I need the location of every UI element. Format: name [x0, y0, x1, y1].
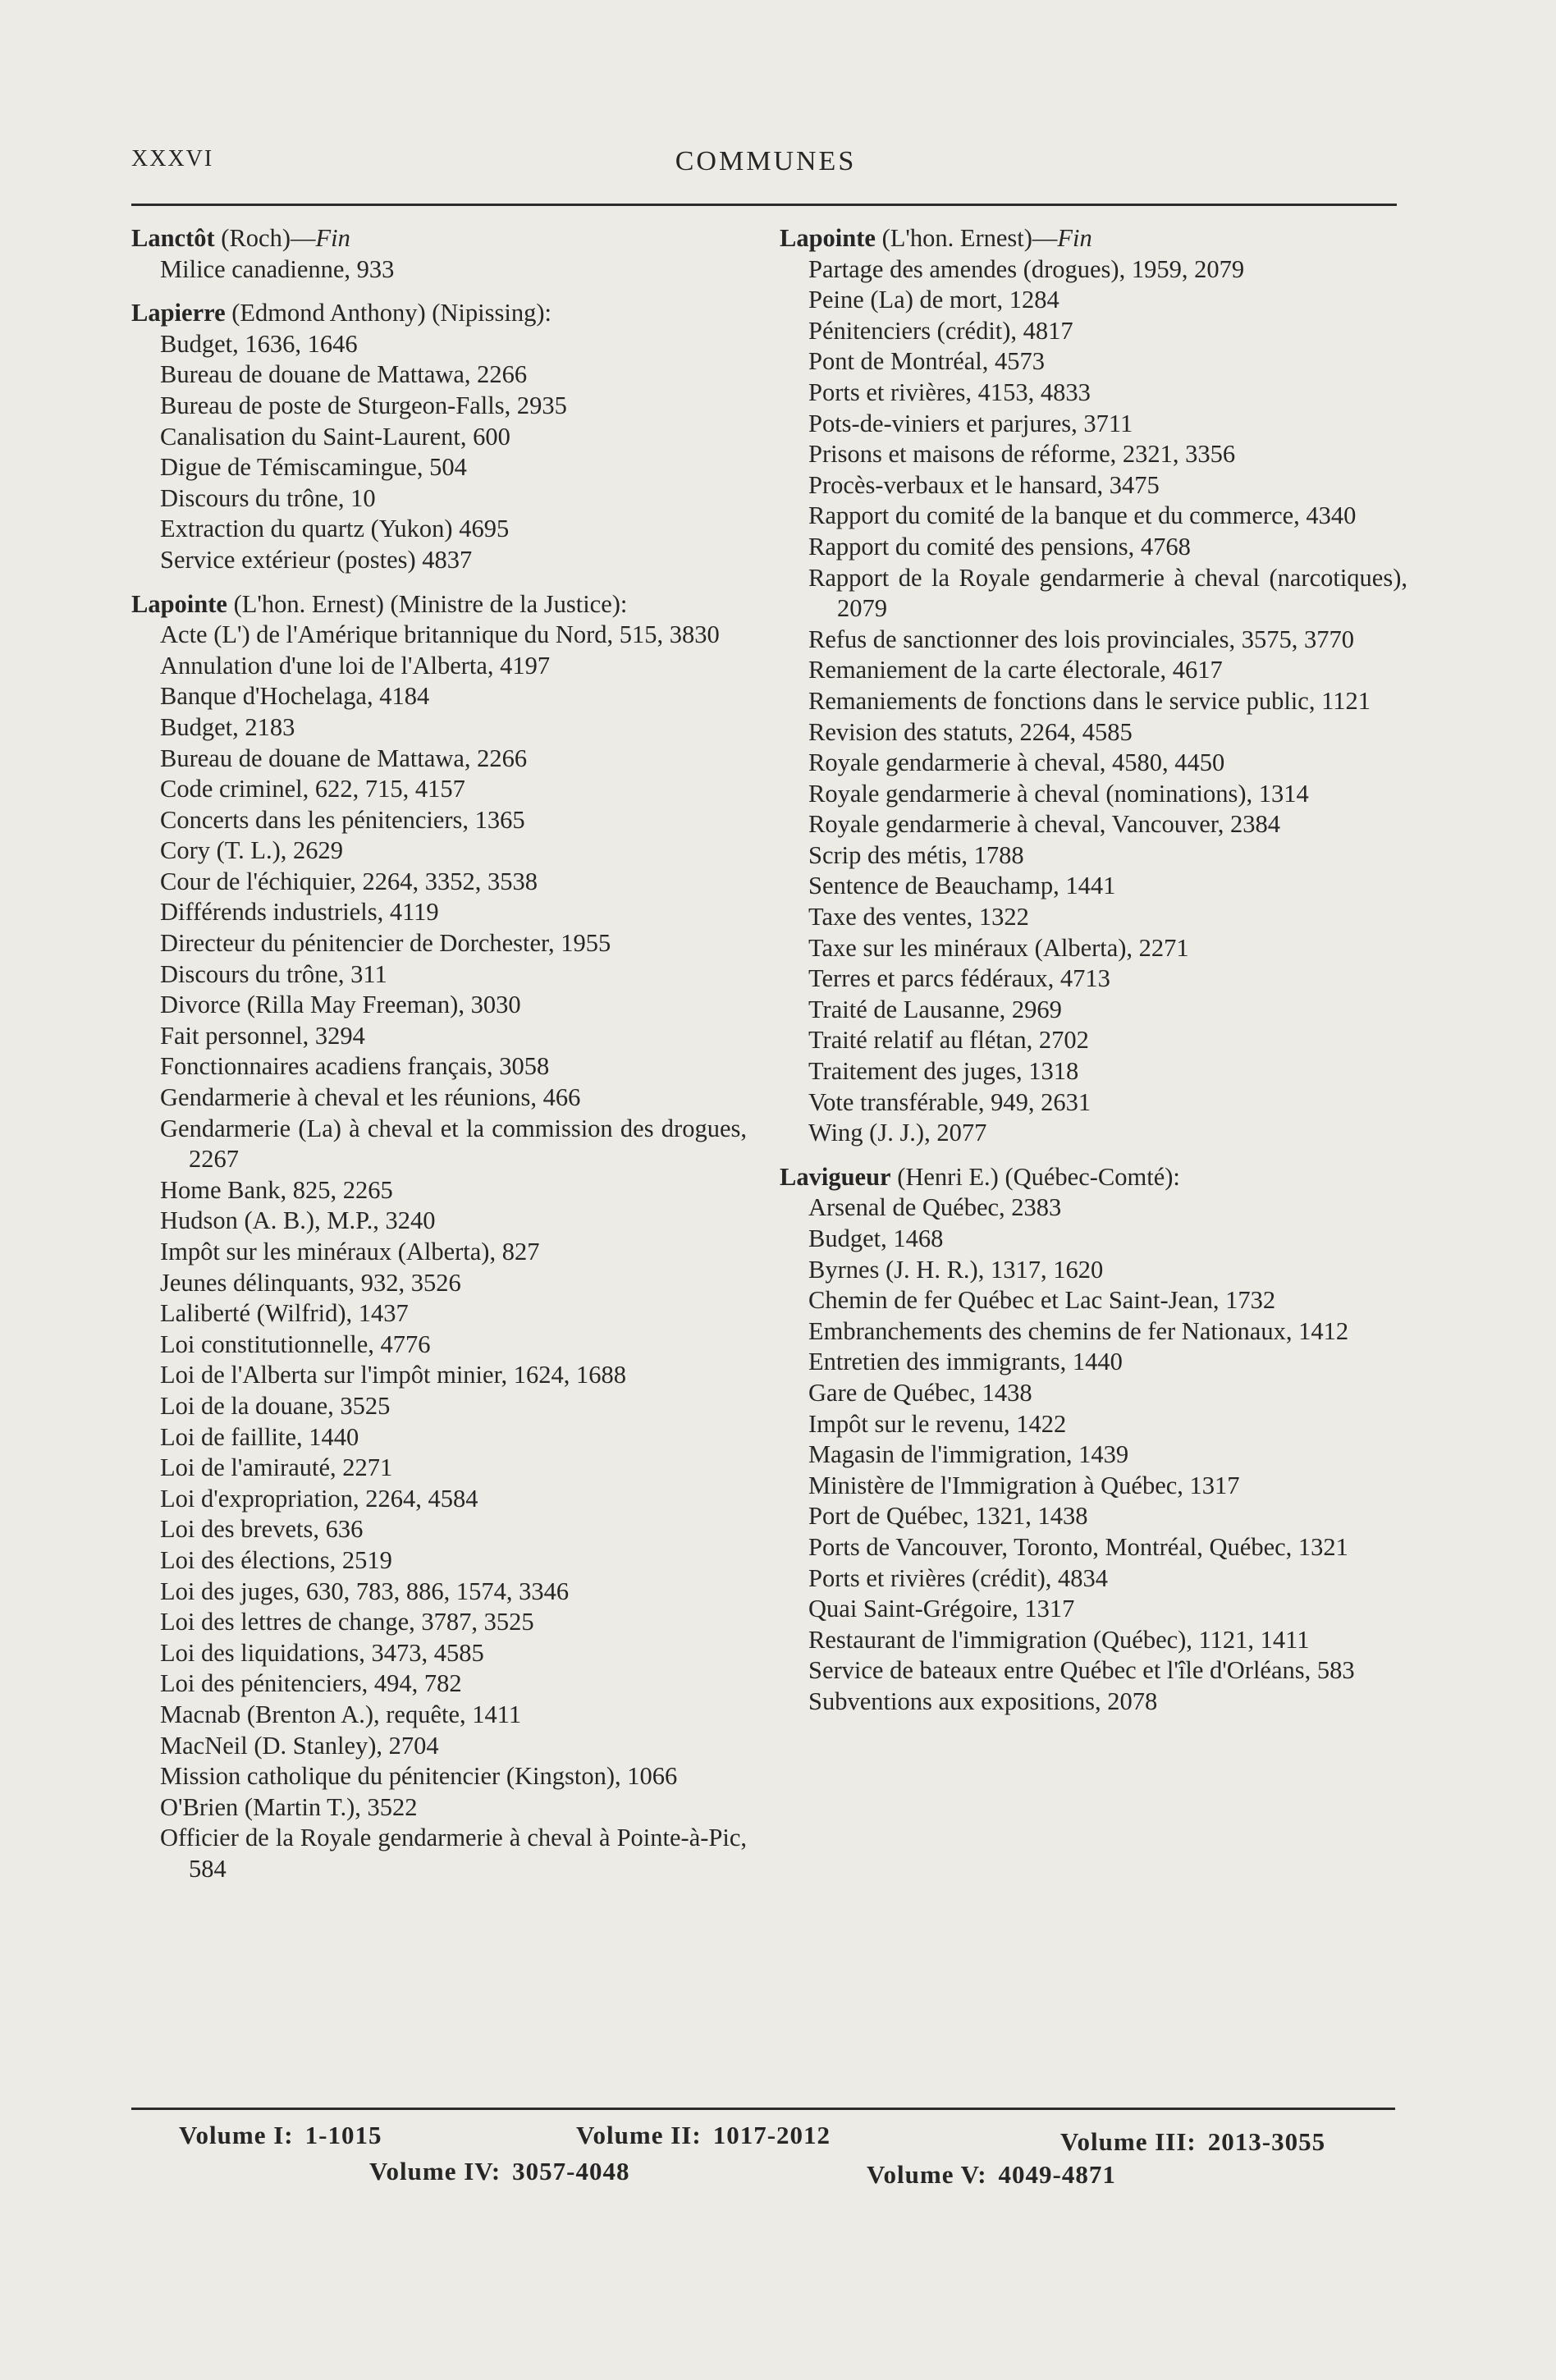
footer-rule: [131, 2108, 1395, 2110]
subentry: MacNeil (D. Stanley), 2704: [160, 1731, 439, 1760]
subentry: Gendarmerie à cheval et les réunions, 466: [160, 1083, 581, 1112]
subentry: Annulation d'une loi de l'Alberta, 4197: [160, 651, 551, 680]
entry-name: Lapierre: [131, 299, 226, 327]
subentry: Ports de Vancouver, Toronto, Montréal, Québec, 1321: [808, 1532, 1348, 1561]
subentry: Code criminel, 622, 715, 4157: [160, 775, 465, 803]
subentry: Pont de Montréal, 4573: [808, 347, 1046, 376]
subentry: Sentence de Beauchamp, 1441: [808, 872, 1116, 900]
subentry: Fait personnel, 3294: [160, 1021, 365, 1050]
page-number: XXXVI: [131, 146, 214, 172]
subentry: Fonctionnaires acadiens français, 3058: [160, 1052, 550, 1081]
subentry: Canalisation du Saint-Laurent, 600: [160, 422, 510, 451]
subentry: Scrip des métis, 1788: [808, 840, 1024, 869]
subentry: Ports et rivières, 4153, 4833: [808, 378, 1091, 406]
index-entry: [780, 1162, 1407, 1718]
subentry: Loi des brevets, 636: [160, 1515, 364, 1544]
subentry: Wing (J. J.), 2077: [808, 1119, 987, 1147]
subentry: Discours du trône, 10: [160, 483, 376, 512]
subentry: Procès-verbaux et le hansard, 3475: [808, 470, 1160, 499]
volume-range: 4049-4871: [998, 2160, 1116, 2189]
subentry: Discours du trône, 311: [160, 959, 387, 988]
volume-range: 1017-2012: [712, 2121, 831, 2149]
subentry: Différends industriels, 4119: [160, 898, 439, 927]
subentry: Gare de Québec, 1438: [808, 1378, 1032, 1407]
page-title: COMMUNES: [675, 146, 857, 176]
subentry: Concerts dans les pénitenciers, 1365: [160, 805, 525, 834]
volume-3-label: [1060, 2127, 1325, 2157]
subentry: Rapport de la Royale gendarmerie à cheval (narcotiques), 2079: [808, 563, 1407, 623]
subentry: Royale gendarmerie à cheval (nominations), 1314: [808, 779, 1309, 808]
subentry: Home Bank, 825, 2265: [160, 1175, 393, 1204]
volume-2-label: [576, 2121, 831, 2150]
subentry: Loi d'expropriation, 2264, 4584: [160, 1484, 478, 1513]
subentry: O'Brien (Martin T.), 3522: [160, 1792, 418, 1821]
subentry: Jeunes délinquants, 932, 3526: [160, 1268, 461, 1297]
subentry: Refus de sanctionner des lois provinciales, 3575, 3770: [808, 625, 1354, 653]
entry-qualifier: (Edmond Anthony) (Nipissing):: [231, 299, 551, 327]
subentry: Acte (L') de l'Amérique britannique du Nord, 515, 3830: [160, 620, 720, 649]
subentry: Cour de l'échiquier, 2264, 3352, 3538: [160, 867, 538, 895]
index-entry: [780, 223, 1407, 1149]
subentry: Bureau de poste de Sturgeon-Falls, 2935: [160, 391, 567, 419]
entry-qualifier: (L'hon. Ernest) (Ministre de la Justice):: [233, 589, 628, 618]
subentry: Loi de l'Alberta sur l'impôt minier, 1624, 1688: [160, 1361, 627, 1389]
subentry: Loi de la douane, 3525: [160, 1391, 391, 1420]
subentry: Divorce (Rilla May Freeman), 3030: [160, 991, 521, 1019]
index-entry: [131, 589, 747, 1885]
subentry: Loi des pénitenciers, 494, 782: [160, 1669, 462, 1698]
subentry: Ports et rivières (crédit), 4834: [808, 1563, 1109, 1592]
entry-heading: [131, 298, 747, 329]
subentry: Gendarmerie (La) à cheval et la commission des drogues, 2267: [160, 1114, 747, 1174]
subentry: Embranchements des chemins de fer Nationaux, 1412: [808, 1316, 1349, 1345]
subentry: Royale gendarmerie à cheval, 4580, 4450: [808, 748, 1225, 777]
subentry: Byrnes (J. H. R.), 1317, 1620: [808, 1255, 1104, 1284]
subentry: Loi des lettres de change, 3787, 3525: [160, 1608, 534, 1636]
subentry: Royale gendarmerie à cheval, Vancouver, 2384: [808, 810, 1280, 839]
subentry: Impôt sur le revenu, 1422: [808, 1409, 1067, 1438]
subentry: Budget, 1468: [808, 1224, 944, 1252]
subentry: Hudson (A. B.), M.P., 3240: [160, 1206, 436, 1235]
entry-heading: [780, 223, 1407, 254]
running-head: [131, 146, 1400, 184]
subentry: Vote transférable, 949, 2631: [808, 1087, 1091, 1116]
subentry: Entretien des immigrants, 1440: [808, 1348, 1123, 1376]
subentry: Loi constitutionnelle, 4776: [160, 1330, 431, 1358]
subentry: Restaurant de l'immigration (Québec), 1121, 1411: [808, 1625, 1310, 1654]
subentry: Remaniements de fonctions dans le service public, 1121: [808, 686, 1371, 715]
volume-range: 2013-3055: [1207, 2127, 1326, 2156]
entry-name: Lanctôt: [131, 224, 215, 252]
header-rule: [131, 204, 1397, 206]
subentry: Ministère de l'Immigration à Québec, 1317: [808, 1471, 1240, 1499]
subentry: Service de bateaux entre Québec et l'île d'Orléans, 583: [808, 1656, 1355, 1685]
subentry: Remaniement de la carte électorale, 4617: [808, 656, 1223, 684]
entry-heading: [131, 589, 747, 620]
entry-qualifier: (Henri E.) (Québec-Comté):: [897, 1162, 1180, 1191]
subentry: Chemin de fer Québec et Lac Saint-Jean, 1732: [808, 1286, 1276, 1315]
entry-heading: [780, 1162, 1407, 1193]
subentry: Taxe des ventes, 1322: [808, 903, 1029, 931]
subentry: Terres et parcs fédéraux, 4713: [808, 964, 1110, 993]
volume-label: Volume V:: [867, 2160, 987, 2189]
volume-label: Volume IV:: [369, 2157, 501, 2185]
subentry: Rapport du comité de la banque et du commerce, 4340: [808, 501, 1357, 530]
volume-range: 3057-4048: [512, 2157, 630, 2185]
subentry: Budget, 2183: [160, 712, 295, 741]
subentry: Officier de la Royale gendarmerie à cheval à Pointe-à-Pic, 584: [160, 1824, 747, 1883]
volume-label: Volume II:: [576, 2121, 702, 2149]
subentry: Cory (T. L.), 2629: [160, 836, 344, 865]
entry-qualifier: (L'hon. Ernest)—: [881, 224, 1058, 252]
subentry: Traité relatif au flétan, 2702: [808, 1026, 1089, 1055]
subentry: Macnab (Brenton A.), requête, 1411: [160, 1700, 522, 1728]
subentry: Quai Saint-Grégoire, 1317: [808, 1595, 1075, 1623]
index-entry: [131, 223, 747, 285]
subentry: Loi de faillite, 1440: [160, 1422, 359, 1451]
left-column: [131, 223, 747, 1884]
entry-name: Lapointe: [780, 224, 876, 252]
subentry: Laliberté (Wilfrid), 1437: [160, 1299, 409, 1328]
subentry: Taxe sur les minéraux (Alberta), 2271: [808, 933, 1189, 962]
subentry: Partage des amendes (drogues), 1959, 2079: [808, 254, 1245, 283]
volume-range: 1-1015: [304, 2121, 382, 2149]
subentry: Bureau de douane de Mattawa, 2266: [160, 744, 528, 772]
subentry: Directeur du pénitencier de Dorchester, 1955: [160, 929, 611, 958]
entry-name: Lavigueur: [780, 1162, 891, 1191]
volume-5-label: [867, 2160, 1116, 2190]
index-entry: [131, 298, 747, 575]
volume-1-label: [179, 2121, 382, 2150]
subentry: Loi de l'amirauté, 2271: [160, 1453, 393, 1482]
subentry: Pots-de-viniers et parjures, 3711: [808, 409, 1133, 437]
subentry: Budget, 1636, 1646: [160, 329, 358, 358]
volume-4-label: [369, 2157, 629, 2186]
subentry: Revision des statuts, 2264, 4585: [808, 717, 1133, 746]
entry-name: Lapointe: [131, 589, 227, 618]
subentry: Loi des liquidations, 3473, 4585: [160, 1638, 484, 1667]
entry-qualifier: (Roch)—: [221, 224, 316, 252]
entry-continuation: Fin: [1057, 224, 1092, 252]
subentry: Magasin de l'immigration, 1439: [808, 1440, 1129, 1469]
subentry: Digue de Témiscamingue, 504: [160, 453, 467, 482]
subentry: Peine (La) de mort, 1284: [808, 286, 1059, 314]
subentry: Impôt sur les minéraux (Alberta), 827: [160, 1238, 540, 1266]
subentry: Port de Québec, 1321, 1438: [808, 1502, 1088, 1531]
subentry: Extraction du quartz (Yukon) 4695: [160, 515, 510, 543]
subentry: Loi des juges, 630, 783, 886, 1574, 3346: [160, 1577, 570, 1605]
volume-label: Volume I:: [179, 2121, 294, 2149]
subentry: Subventions aux expositions, 2078: [808, 1687, 1158, 1715]
entry-continuation: Fin: [315, 224, 350, 252]
volume-label: Volume III:: [1060, 2127, 1197, 2156]
entry-heading: [131, 223, 747, 254]
subentry: Prisons et maisons de réforme, 2321, 3356: [808, 440, 1236, 469]
subentry: Pénitenciers (crédit), 4817: [808, 316, 1073, 345]
subentry: Mission catholique du pénitencier (Kingston), 1066: [160, 1762, 678, 1791]
subentry: Rapport du comité des pensions, 4768: [808, 532, 1191, 561]
subentry: Banque d'Hochelaga, 4184: [160, 682, 430, 711]
subentry: Service extérieur (postes) 4837: [160, 545, 473, 574]
subentry: Bureau de douane de Mattawa, 2266: [160, 360, 528, 389]
right-column: [780, 223, 1407, 1718]
subentry: Traitement des juges, 1318: [808, 1057, 1079, 1086]
subentry: Traité de Lausanne, 2969: [808, 995, 1062, 1023]
subentry: Loi des élections, 2519: [160, 1545, 392, 1574]
subentry: Arsenal de Québec, 2383: [808, 1193, 1062, 1222]
subentry: Milice canadienne, 933: [160, 254, 395, 283]
